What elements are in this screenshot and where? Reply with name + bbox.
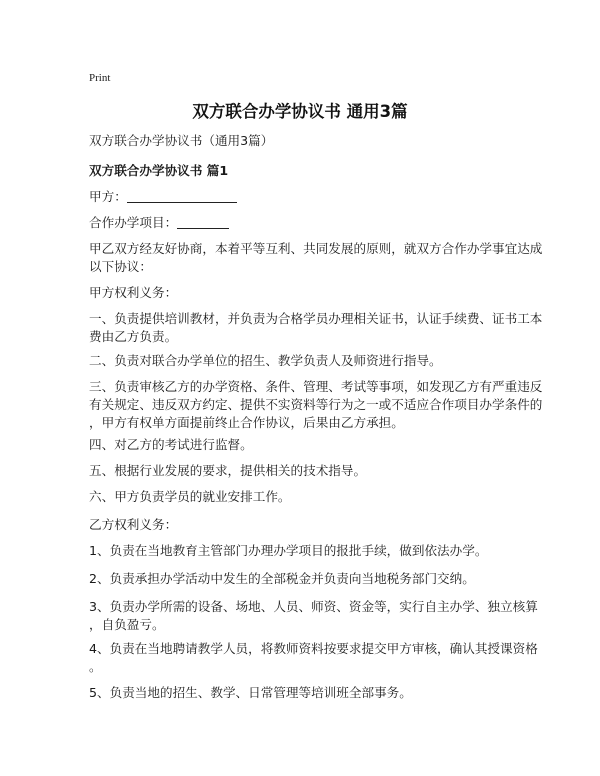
document-title: 双方联合办学协议书 通用3篇	[192, 102, 408, 121]
b-item-1: 1、负责在当地教育主管部门办理办学项目的报批手续，做到依法办学。	[89, 543, 488, 558]
project-line	[89, 212, 521, 234]
a-item-6: 六、甲方负责学员的就业安排工作。	[89, 489, 291, 504]
b-item-4-line-1: 4、负责在当地聘请教学人员，将教师资料按要求提交甲方审核，确认其授课资格	[89, 641, 538, 656]
party-a-line	[89, 186, 521, 208]
party-a-blank	[127, 188, 237, 203]
a-item-4: 四、对乙方的考试进行监督。	[89, 437, 253, 452]
b-item-3-line-2: ，自负盈亏。	[89, 617, 165, 632]
a-item-1-line-1: 一、负责提供培训教材，并负责为合格学员办理相关证书，认证手续费、证书工本	[89, 311, 543, 326]
section-heading: 双方联合办学协议书 篇1	[89, 163, 229, 178]
a-item-5: 五、根据行业发展的要求，提供相关的技术指导。	[89, 463, 367, 478]
b-item-3-line-1: 3、负责办学所需的设备、场地、人员、师资、资金等，实行自主办学、独立核算	[89, 599, 538, 614]
party-a-label: 甲方：	[89, 189, 127, 204]
subtitle: 双方联合办学协议书（通用3篇）	[89, 133, 274, 148]
intro-line-1: 甲乙双方经友好协商，本着平等互利、共同发展的原则，就双方合作办学事宜达成	[89, 241, 543, 256]
b-item-4-line-2: 。	[89, 659, 102, 674]
a-item-2: 二、负责对联合办学单位的招生、教学负责人及师资进行指导。	[89, 353, 442, 368]
intro-line-2: 以下协议：	[89, 259, 152, 274]
project-label: 合作办学项目：	[89, 215, 178, 230]
party-a-rights-heading: 甲方权利义务：	[89, 285, 178, 300]
a-item-3-line-2: 有关规定、违反双方约定、提供不实资料等行为之一或不适应合作项目办学条件的	[89, 397, 543, 412]
b-item-5: 5、负责当地的招生、教学、日常管理等培训班全部事务。	[89, 685, 412, 700]
a-item-3-line-1: 三、负责审核乙方的办学资格、条件、管理、考试等事项，如发现乙方有严重违反	[89, 379, 543, 394]
project-blank	[177, 214, 229, 229]
party-b-rights-heading: 乙方权利义务：	[89, 517, 178, 532]
b-item-2: 2、负责承担办学活动中发生的全部税金并负责向当地税务部门交纳。	[89, 571, 475, 586]
a-item-1-line-2: 费由乙方负责。	[89, 329, 178, 344]
print-label[interactable]: Print	[89, 72, 111, 84]
a-item-3-line-3: ，甲方有权单方面提前终止合作协议，后果由乙方承担。	[89, 415, 404, 430]
